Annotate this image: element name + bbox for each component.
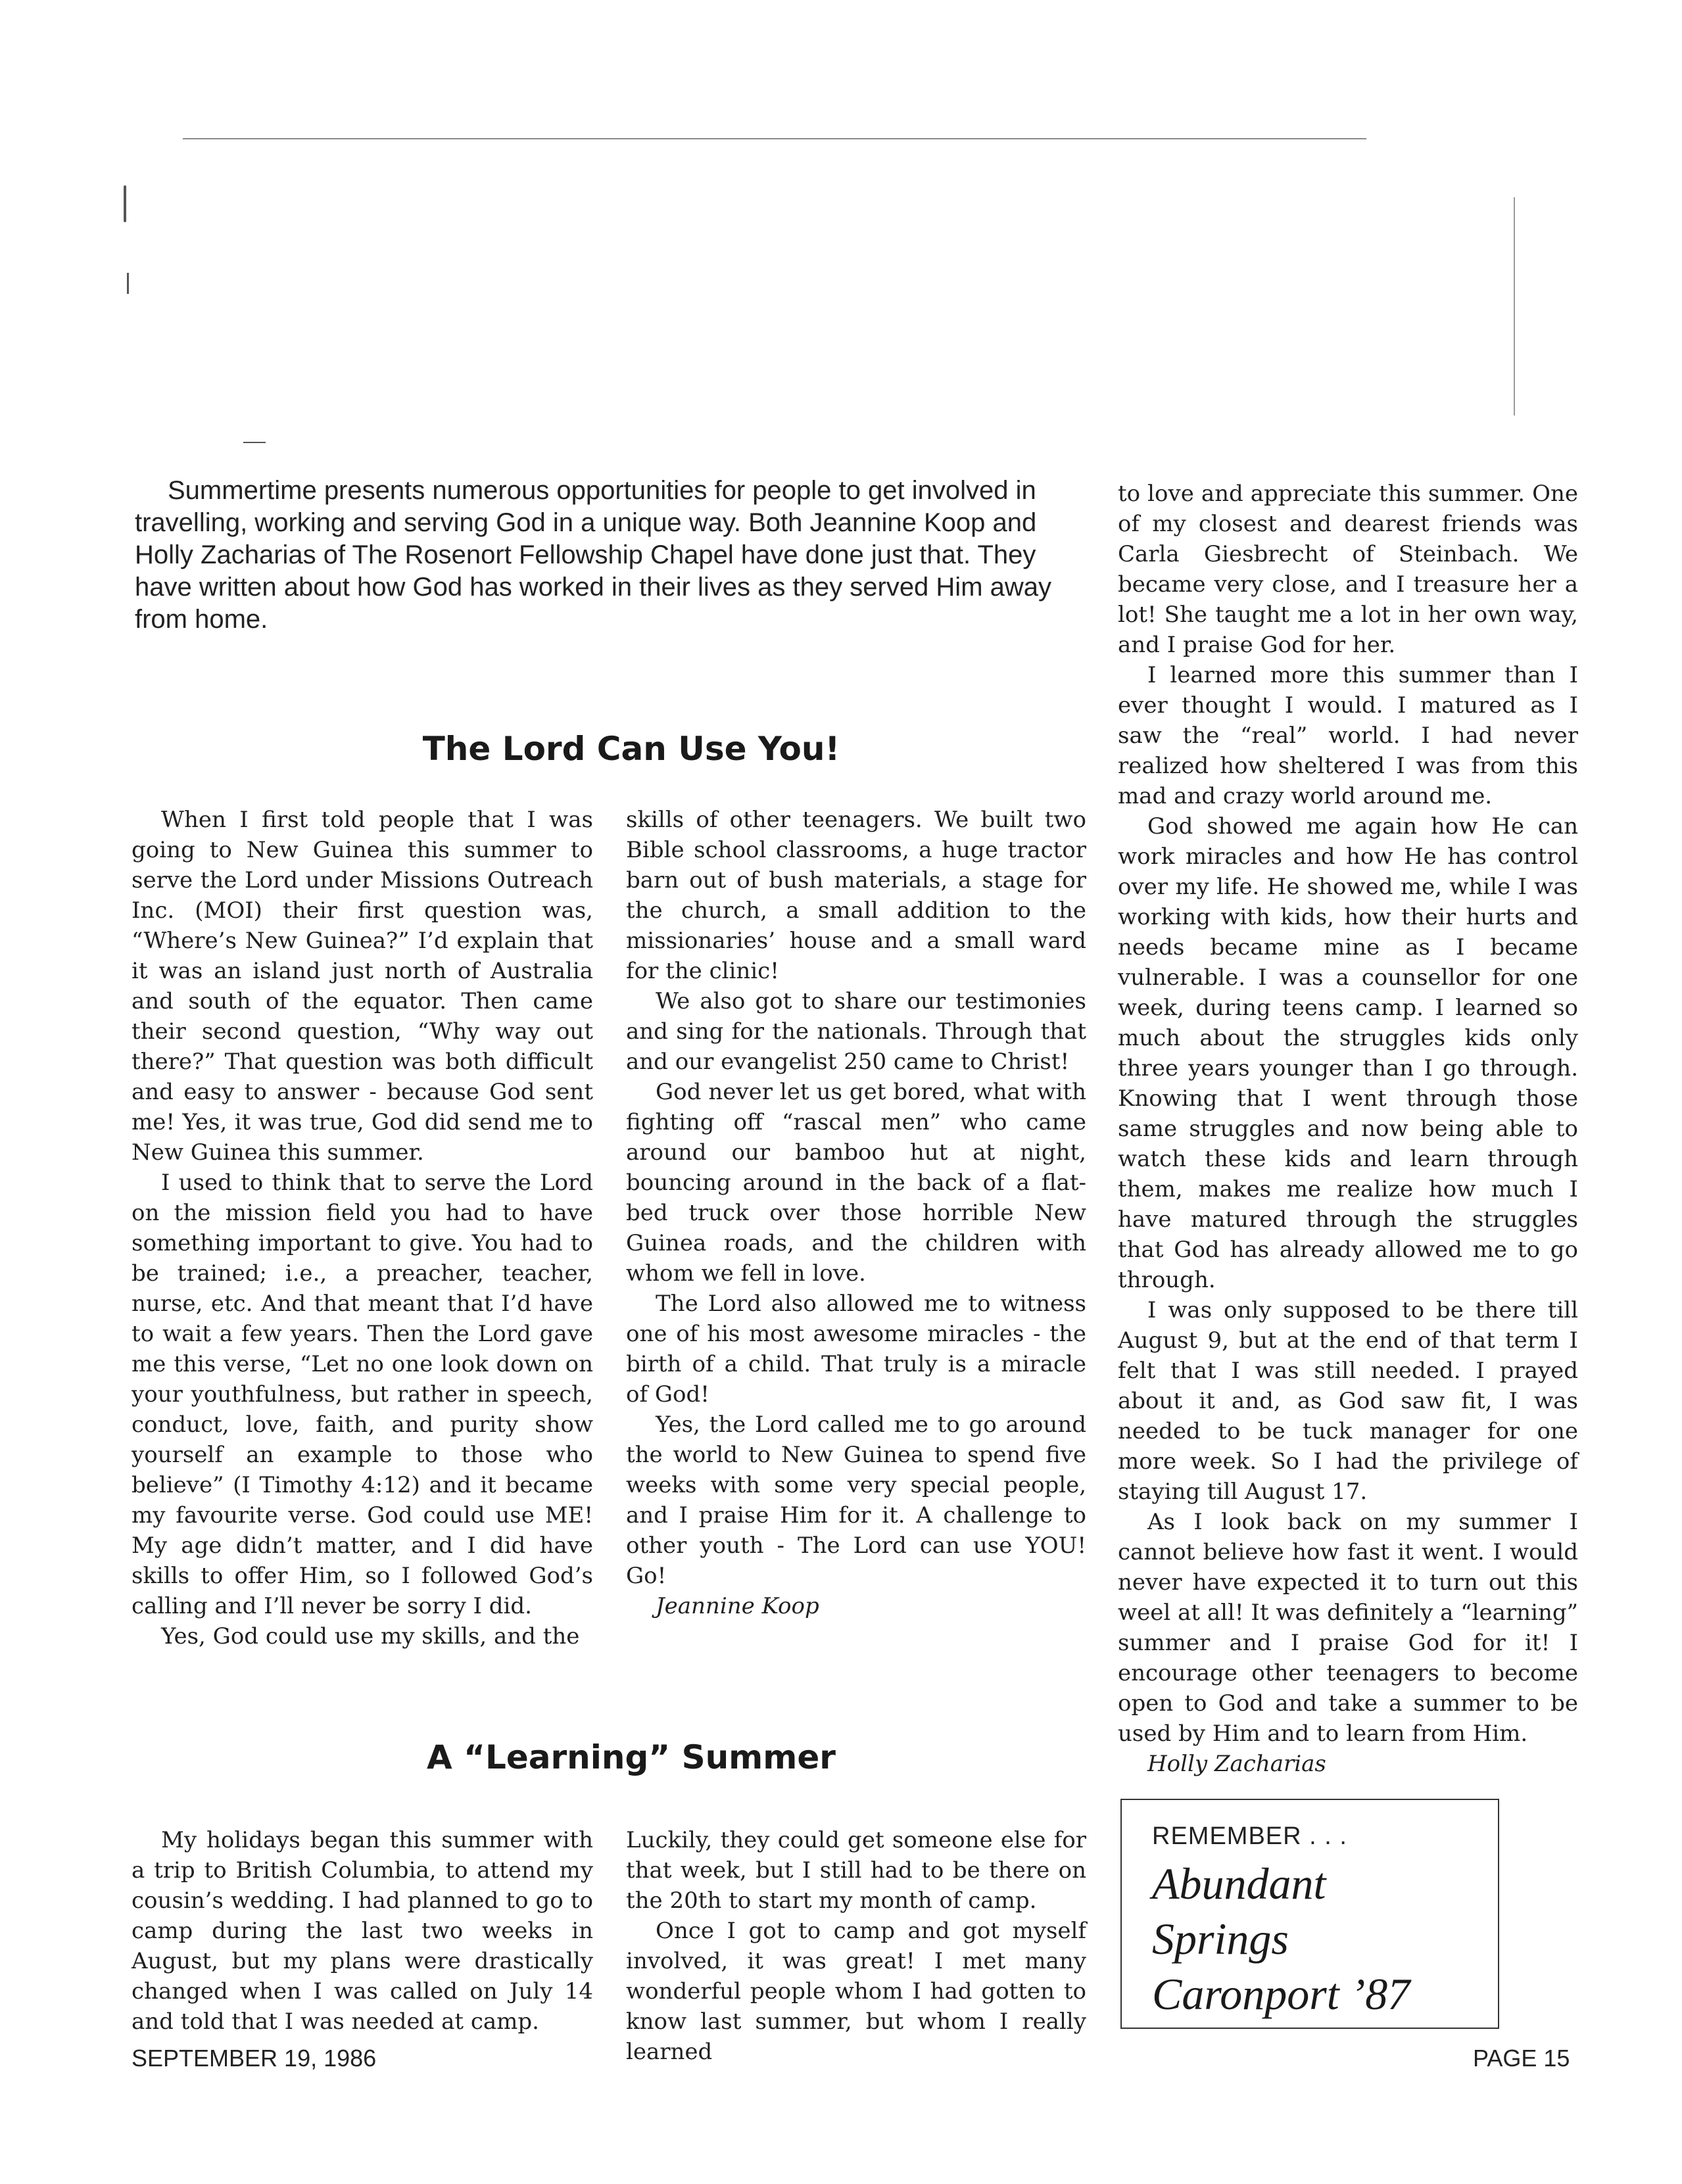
footer-date: SEPTEMBER 19, 1986 (132, 2045, 377, 2072)
article-title-lord-can-use-you: The Lord Can Use You! (422, 730, 840, 768)
paragraph: Luckily, they could get someone else for that week, but I still had to be there on the 20th to start my month of camp. (626, 1827, 1086, 1914)
author-signature: Holly Zacharias (1147, 1751, 1326, 1777)
article2-column-2 (626, 1825, 1086, 2067)
author-signature: Jeannine Koop (656, 1593, 819, 1619)
paragraph: Yes, God could use my skills, and the (161, 1623, 580, 1650)
top-rule (183, 138, 1366, 139)
paragraph: I used to think that to serve the Lord on the mission field you had to have something important to give. You had to be trained; i.e., a preacher, teacher, nurse, etc. And that meant that I’d have to wait a few years. Then the Lord gave me this verse, “Let no one look down on your youthfulness, but rather in speech, conduct, love, faith, and purity show yourself an example to those who believe” (I Timothy 4:12) and it became my favourite verse. God could use ME! My age didn’t matter, and I did have skills to offer Him, so I followed God’s calling and I’ll never be sorry I did. (132, 1170, 593, 1619)
article2-column-3 (1118, 479, 1578, 1779)
article1-column-2 (626, 805, 1086, 1621)
scan-mark (124, 185, 126, 222)
intro-paragraph: Summertime presents numerous opportunities for people to get involved in travelling, working and serving God in a unique way. Both Jeannine Koop and Holly Zacharias of The Rosenort Fellowship Chapel have done just that. They have written about how God has worked in their lives as they served Him away from home. (135, 476, 1052, 634)
footer-page-number: PAGE 15 (1473, 2045, 1570, 2072)
scan-mark (243, 442, 266, 443)
paragraph: The Lord also allowed me to witness one of his most awesome miracles - the birth of a child. That truly is a miracle of God! (626, 1291, 1086, 1408)
paragraph: Yes, the Lord called me to go around the world to New Guinea to spend five weeks with some very special people, and I praise Him for it. A challenge to other youth - The Lord can use YOU! Go! (626, 1412, 1086, 1589)
reminder-event-line-2: Caronport ’87 (1152, 1969, 1410, 2019)
paragraph: God showed me again how He can work miracles and how He has control over my life. He showed me, while I was working with kids, how their hurts and needs became mine as I became vulnerable. I was a counsellor for one week, during teens camp. I learned so much about the struggles kids only three years younger than I go through. Knowing that I went through those same struggles and now being able to watch these kids and learn through them, makes me realize how much I have matured through the struggles that God has already allowed me to go through. (1118, 813, 1578, 1293)
reminder-label: REMEMBER . . . (1152, 1822, 1347, 1850)
reminder-event-line-1: Abundant Springs (1152, 1859, 1326, 1964)
paragraph: When I first told people that I was going to New Guinea this summer to serve the Lord under Missions Outreach Inc. (MOI) their first question was, “Where’s New Guinea?” I’d explain that it was an island just north of Australia and south of the equator. Then came their second question, “Why way out there?” That question was both difficult and easy to answer - because God sent me! Yes, it was true, God did send me to New Guinea this summer. (132, 807, 593, 1166)
paragraph: As I look back on my summer I cannot believe how fast it went. I would never have expected it to turn out this weel at all! It was definitely a “learning” summer and I praise God for it! I encourage other teenagers to become open to God and take a summer to be used by Him and to learn from Him. (1118, 1509, 1578, 1747)
paragraph: God never let us get bored, what with fighting off “rascal men” who came around our bamboo hut at night, bouncing around in the back of a flat-bed truck over those horrible New Guinea roads, and the children with whom we fell in love. (626, 1079, 1086, 1287)
paragraph: to love and appreciate this summer. One of my closest and dearest friends was Carla Giesbrecht of Steinbach. We became very close, and I treasure her a lot! She taught me a lot in her own way, and I praise God for her. (1118, 481, 1578, 658)
paragraph: skills of other teenagers. We built two Bible school classrooms, a huge tractor barn out of bush materials, a stage for the church, a small addition to the missionaries’ house and a small ward for the clinic! (626, 807, 1086, 984)
reminder-box (1120, 1799, 1499, 2029)
article2-column-1 (132, 1825, 593, 2037)
paragraph: I learned more this summer than I ever thought I would. I matured as I saw the “real” world. I had never realized how sheltered I was from this mad and crazy world around me. (1118, 662, 1578, 809)
article1-column-1 (132, 805, 593, 1651)
scan-mark (1514, 197, 1515, 415)
paragraph: We also got to share our testimonies and sing for the nationals. Through that and our evangelist 250 came to Christ! (626, 988, 1086, 1075)
article-title-learning-summer: A “Learning” Summer (427, 1738, 836, 1776)
paragraph: My holidays began this summer with a trip to British Columbia, to attend my cousin’s wedding. I had planned to go to camp during the last two weeks in August, but my plans were drastically changed when I was called on July 14 and told that I was needed at camp. (132, 1827, 593, 2035)
scan-mark (127, 273, 129, 294)
paragraph: I was only supposed to be there till August 9, but at the end of that term I felt that I was still needed. I prayed about it and, as God saw fit, I was needed to be tuck manager for one more week. So I had the privilege of staying till August 17. (1118, 1297, 1578, 1505)
paragraph: Once I got to camp and got myself involved, it was great! I met many wonderful people whom I had gotten to know last summer, but whom I really learned (626, 1918, 1086, 2065)
